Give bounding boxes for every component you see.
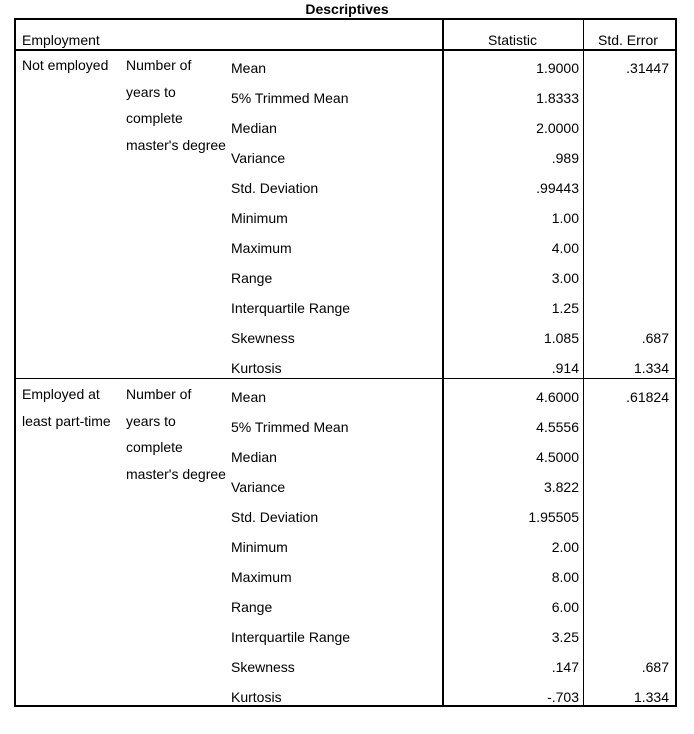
variable-label: Number of years to complete master's degree: [126, 57, 226, 154]
statistic-value: 6.00: [551, 599, 579, 615]
header-employment: Employment: [22, 32, 100, 48]
statistic-name: Kurtosis: [231, 689, 282, 705]
statistic-name: Median: [231, 120, 277, 136]
statistic-value: 4.5556: [536, 419, 579, 435]
descriptives-table: [14, 18, 677, 707]
employment-group-label: Not employed: [22, 57, 109, 73]
statistic-value: 2.00: [551, 539, 579, 555]
statistic-value: 4.5000: [536, 449, 579, 465]
header-divider: [16, 49, 675, 51]
statistic-name: 5% Trimmed Mean: [231, 419, 349, 435]
statistic-name: Mean: [231, 60, 267, 76]
statistic-value: 1.00: [551, 210, 579, 226]
std-error-value: 1.334: [633, 360, 669, 376]
statistic-value: 1.95505: [528, 509, 579, 525]
table-title: Descriptives: [305, 1, 389, 17]
statistic-value: 4.6000: [536, 389, 579, 405]
column-divider: [442, 20, 444, 705]
std-error-value: .687: [641, 659, 669, 675]
statistic-value: 1.9000: [536, 60, 579, 76]
statistic-name: Maximum: [231, 240, 292, 256]
statistic-value: .147: [551, 659, 579, 675]
statistic-name: Minimum: [231, 539, 288, 555]
employment-group-label: Employed at least part-time: [22, 386, 111, 429]
statistic-value: 4.00: [551, 240, 579, 256]
statistic-name: Skewness: [231, 659, 295, 675]
statistic-name: Minimum: [231, 210, 288, 226]
statistic-name: Maximum: [231, 569, 292, 585]
header-std-error: Std. Error: [598, 32, 658, 48]
statistic-name: Range: [231, 599, 273, 615]
statistic-value: 3.00: [551, 270, 579, 286]
statistic-value: 1.25: [551, 300, 579, 316]
header-statistic: Statistic: [488, 32, 538, 48]
statistic-value: 8.00: [551, 569, 579, 585]
std-error-value: .61824: [626, 389, 669, 405]
statistic-value: 3.822: [543, 479, 579, 495]
statistic-name: Skewness: [231, 330, 295, 346]
statistic-value: 1.085: [543, 330, 579, 346]
std-error-value: .31447: [626, 60, 669, 76]
statistic-value: .914: [551, 360, 579, 376]
statistic-name: Interquartile Range: [231, 629, 351, 645]
statistic-value: .989: [551, 150, 579, 166]
statistic-name: Kurtosis: [231, 360, 282, 376]
statistic-value: -.703: [547, 689, 579, 705]
std-error-value: .687: [641, 330, 669, 346]
statistic-value: .99443: [536, 180, 579, 196]
std-error-value: 1.334: [633, 689, 669, 705]
statistic-name: Std. Deviation: [231, 509, 319, 525]
statistic-name: Mean: [231, 389, 267, 405]
variable-label: Number of years to complete master's degree: [126, 386, 226, 483]
statistic-name: Variance: [231, 479, 286, 495]
statistic-value: 3.25: [551, 629, 579, 645]
statistic-name: Range: [231, 270, 273, 286]
statistic-name: Variance: [231, 150, 286, 166]
column-divider: [583, 20, 584, 705]
statistic-name: Interquartile Range: [231, 300, 351, 316]
statistic-value: 1.8333: [536, 90, 579, 106]
statistic-name: Std. Deviation: [231, 180, 319, 196]
group-divider: [16, 378, 675, 379]
statistic-value: 2.0000: [536, 120, 579, 136]
statistic-name: Median: [231, 449, 277, 465]
statistic-name: 5% Trimmed Mean: [231, 90, 349, 106]
